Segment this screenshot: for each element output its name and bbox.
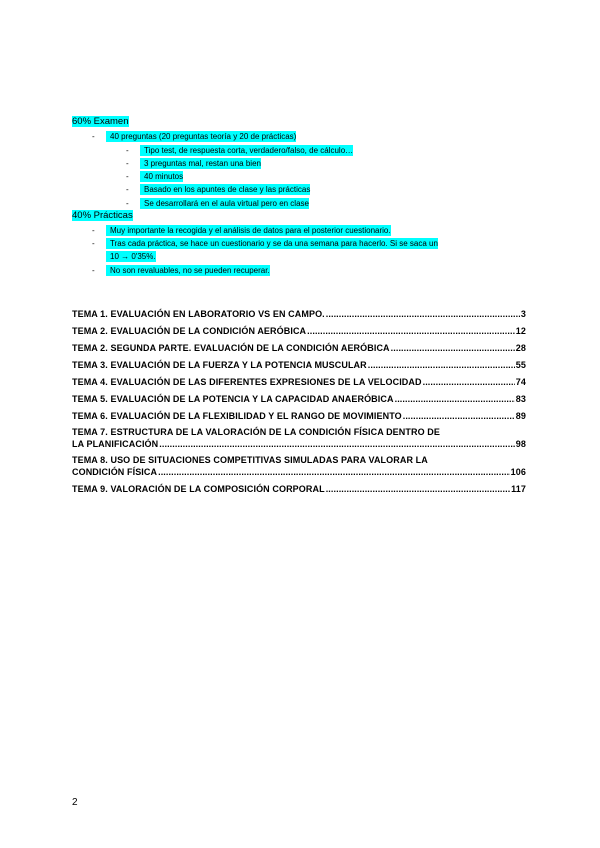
toc-leader — [159, 439, 515, 449]
practicas-bullet-continuation: 10 → 0'35%. — [92, 251, 156, 262]
toc-entry[interactable] — [72, 308, 526, 325]
practicas-heading: 40% Prácticas — [72, 210, 133, 221]
toc-title: TEMA 9. VALORACIÓN DE LA COMPOSICIÓN CORPORAL — [72, 484, 325, 494]
toc-title: TEMA 8. USO DE SITUACIONES COMPETITIVAS SIMULADAS PARA VALORAR LA — [72, 455, 428, 465]
toc-title: TEMA 7. ESTRUCTURA DE LA VALORACIÓN DE LA CONDICIÓN FÍSICA DENTRO DE — [72, 427, 440, 437]
toc-page: 3 — [520, 309, 526, 319]
page-number: 2 — [72, 797, 78, 808]
toc-page: 83 — [515, 394, 526, 404]
exam-sub-bullet: - Basado en los apuntes de clase y las prácticas — [126, 185, 311, 194]
practicas-bullet: - No son revaluables, no se pueden recuperar. — [92, 266, 270, 275]
toc-entry[interactable] — [72, 393, 526, 410]
toc-entry[interactable] — [72, 483, 526, 500]
practicas-bullet: - Tras cada práctica, se hace un cuestionario y se da una semana para hacerlo. Si se saca un — [92, 239, 438, 248]
toc-title: TEMA 2. EVALUACIÓN DE LA CONDICIÓN AERÓBICA — [72, 326, 307, 336]
toc-title: TEMA 6. EVALUACIÓN DE LA FLEXIBILIDAD Y EL RANGO DE MOVIMIENTO — [72, 411, 402, 421]
table-of-contents — [72, 308, 526, 500]
toc-title: TEMA 2. SEGUNDA PARTE. EVALUACIÓN DE LA CONDICIÓN AERÓBICA — [72, 343, 390, 353]
exam-bullet: - 40 preguntas (20 preguntas teoría y 20 de prácticas) — [92, 132, 297, 141]
toc-leader — [307, 326, 515, 336]
exam-sub-bullet: - Se desarrollará en el aula virtual pero en clase — [126, 199, 309, 208]
toc-leader — [326, 484, 510, 494]
toc-entry[interactable] — [72, 376, 526, 393]
toc-page: 89 — [515, 411, 526, 421]
toc-leader — [395, 394, 515, 404]
toc-entry[interactable] — [72, 410, 526, 427]
toc-page: 12 — [515, 326, 526, 336]
toc-entry[interactable] — [72, 325, 526, 342]
toc-entry[interactable] — [72, 455, 526, 483]
toc-leader — [368, 360, 515, 370]
exam-sub-bullet: - 40 minutos — [126, 172, 184, 181]
toc-title-continued: LA PLANIFICACIÓN — [72, 439, 159, 449]
toc-page: 55 — [515, 360, 526, 370]
toc-entry[interactable] — [72, 359, 526, 376]
toc-page: 98 — [515, 439, 526, 449]
toc-title-continued: CONDICIÓN FÍSICA — [72, 467, 158, 477]
toc-page: 117 — [511, 484, 526, 494]
toc-entry[interactable] — [72, 342, 526, 359]
exam-sub-bullet: - 3 preguntas mal, restan una bien — [126, 159, 261, 168]
toc-page: 106 — [510, 467, 526, 477]
exam-heading: 60% Examen — [72, 116, 129, 127]
toc-page: 28 — [515, 343, 526, 353]
toc-leader — [423, 377, 515, 387]
toc-title: TEMA 4. EVALUACIÓN DE LAS DIFERENTES EXPRESIONES DE LA VELOCIDAD — [72, 377, 422, 387]
toc-leader — [326, 309, 520, 319]
toc-leader — [158, 467, 510, 477]
practicas-bullet: - Muy importante la recogida y el análisis de datos para el posterior cuestionario. — [92, 226, 391, 235]
exam-sub-bullet: - Tipo test, de respuesta corta, verdadero/falso, de cálculo… — [126, 146, 354, 155]
toc-title: TEMA 3. EVALUACIÓN DE LA FUERZA Y LA POTENCIA MUSCULAR — [72, 360, 367, 370]
toc-leader — [391, 343, 515, 353]
toc-title: TEMA 5. EVALUACIÓN DE LA POTENCIA Y LA CAPACIDAD ANAERÓBICA — [72, 394, 394, 404]
toc-page: 74 — [515, 377, 526, 387]
toc-leader — [403, 411, 515, 421]
toc-title: TEMA 1. EVALUACIÓN EN LABORATORIO VS EN CAMPO. — [72, 309, 325, 319]
toc-entry[interactable] — [72, 427, 526, 455]
